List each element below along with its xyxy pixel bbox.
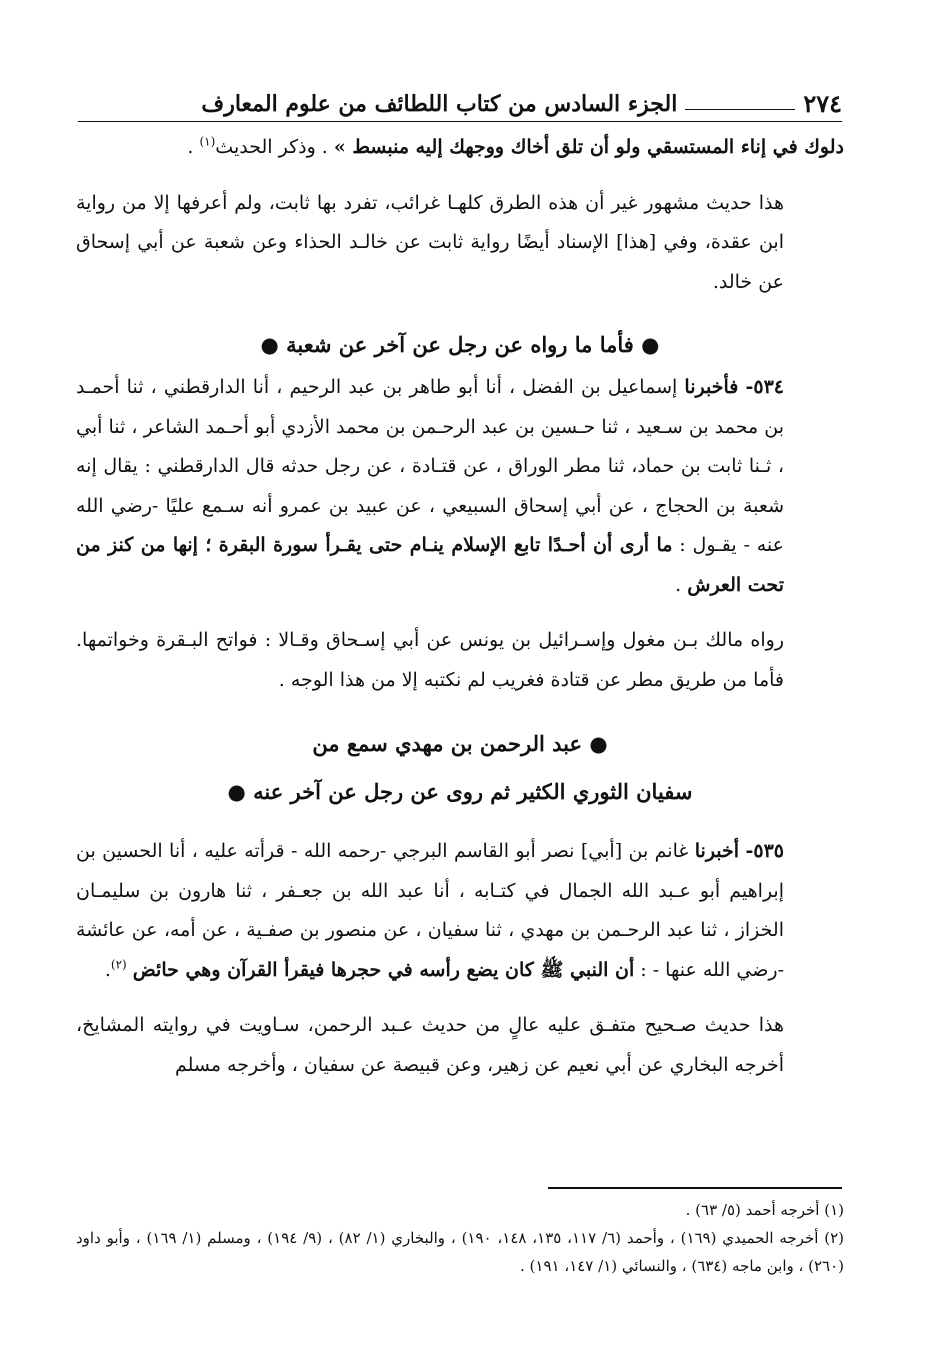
hadith-text-continued: دلوك في إناء المستسقي ولو أن تلق أخاك ووجهك إليه منبسط » <box>333 136 844 158</box>
continuation-paragraph <box>76 128 844 168</box>
section-heading-2-line-1: ● عبد الرحمن بن مهدي سمع من <box>312 731 608 756</box>
header-dash <box>685 109 795 110</box>
hadith-535-paragraph <box>76 832 844 990</box>
hadith-534-matn: ما أرى أن أحـدًا تابع الإسلام ينـام حتى يقـرأ سورة البقرة ؛ إنها من كنز من تحت العرش <box>76 534 784 596</box>
hadith-534-end: . <box>675 573 682 596</box>
commentary-paragraph-2: رواه مالك بـن مغول وإسـرائيل بن يونس عن أبي إسـحاق وقـالا : فواتح البـقرة وخواتمها. فأما من طريق مطر عن قتادة فغريب لم نكتبه إلا من هذا الوجه . <box>76 629 784 691</box>
footnote-rule <box>548 1187 842 1189</box>
hadith-534-isnad: إسماعيل بن الفضل ، أنا أبو طاهر بن عبد الرحيم ، أنا الدارقطني ، ثنا أحمـد بن محمد بن سـعيد ، ثنا حـسين بن عبد الرحـمن بن محمد الأزدي أبو أحـمد الشاعر ، ثنا أبي ، ثـنا ثابت بن حماد، ثنا مطر الوراق ، عن قتـادة ، عن رجل حدثه قال الدارقطني : يقال إنه شعبة بن الحجاج ، عن أبي إسحاق السبيعي ، عن عبيد بن عمرو أنه سـمع عليًا -رضي الله عنه - يقـول : <box>76 376 785 556</box>
continuation-tail: . وذكر الحديث <box>215 136 328 158</box>
hadith-number-535: ٥٣٥- <box>745 840 785 862</box>
hadith-535-matn: أن النبي ﷺ كان يضع رأسه في حجرها فيقرأ القرآن وهي حائض <box>132 958 635 981</box>
hadith-535-lead: أخبرنا <box>694 840 740 862</box>
hadith-534-lead: فأخبرنا <box>684 376 739 398</box>
running-header <box>78 82 842 118</box>
footnote-ref-1: (١) <box>199 134 216 149</box>
hadith-534-paragraph <box>76 368 844 605</box>
commentary-paragraph-3: هذا حديث صـحيح متفـق عليه عالٍ من حديث عـبد الرحمن، سـاويت في روايته المشايخ، أخرجه البخاري عن أبي نعيم عن زهير، وعن قبيصة عن سفيان ، وأخرجه مسلم <box>76 1014 784 1076</box>
continuation-end: . <box>187 136 194 158</box>
footnote-1: (١) أخرجه أحمد (٥/ ٦٣) . <box>685 1201 844 1219</box>
page-number: ٢٧٤ <box>803 89 842 118</box>
section-heading-2-line-2: سفيان الثوري الكثير ثم روى عن رجل عن آخر عنه ● <box>227 779 693 804</box>
hadith-number-534: ٥٣٤- <box>745 376 784 398</box>
hadith-535-end: . <box>104 958 111 981</box>
footnote-2: (٢) أخرجه الحميدي (١٦٩) ، وأحمد (٦/ ١١٧، ١٣٥، ١٤٨، ١٩٠) ، والبخاري (١/ ٨٢) ، (٩/ ١٩٤) ، ومسلم (١/ ١٦٩) ، وأبو داود (٢٦٠) ، وابن ماجه (٦٣٤) ، والنسائي (١/ ١٤٧، ١٩١) . <box>76 1229 845 1275</box>
footnotes <box>76 1196 844 1280</box>
hadith-535-isnad: غانم بن [أبي] نصر أبو القاسم البرجي -رحمه الله - قرأته عليه ، أنا الحسين بن إبراهيم أبو عـبد الله الجمال في كتـابه ، أنا عبد الله بن جعـفر ، ثنا هارون بن سليمـان الخزاز ، ثنا عبد الرحـمن بن مهدي ، ثنا سفيان ، عن منصور بن صفـية ، عن أمه، عن عائشة -رضي الله عنها - : <box>76 840 784 981</box>
footnote-ref-2: (٢) <box>110 957 127 972</box>
commentary-paragraph-1: هذا حديث مشهور غير أن هذه الطرق كلهـا غرائب، تفرد بها ثابت، ولم أعرفها إلا من رواية ابن عقدة، وفي [هذا] الإسناد أيضًا رواية ثابت عن خالـد الحذاء وعن شعبة عن أبي إسحاق عن خالد. <box>76 191 784 293</box>
section-heading-1: ● فأما ما رواه عن رجل عن آخر عن شعبة ● <box>260 332 660 357</box>
page-body <box>76 128 844 1085</box>
header-rule <box>78 121 842 122</box>
running-title: الجزء السادس من كتاب اللطائف من علوم المعارف <box>201 91 678 117</box>
